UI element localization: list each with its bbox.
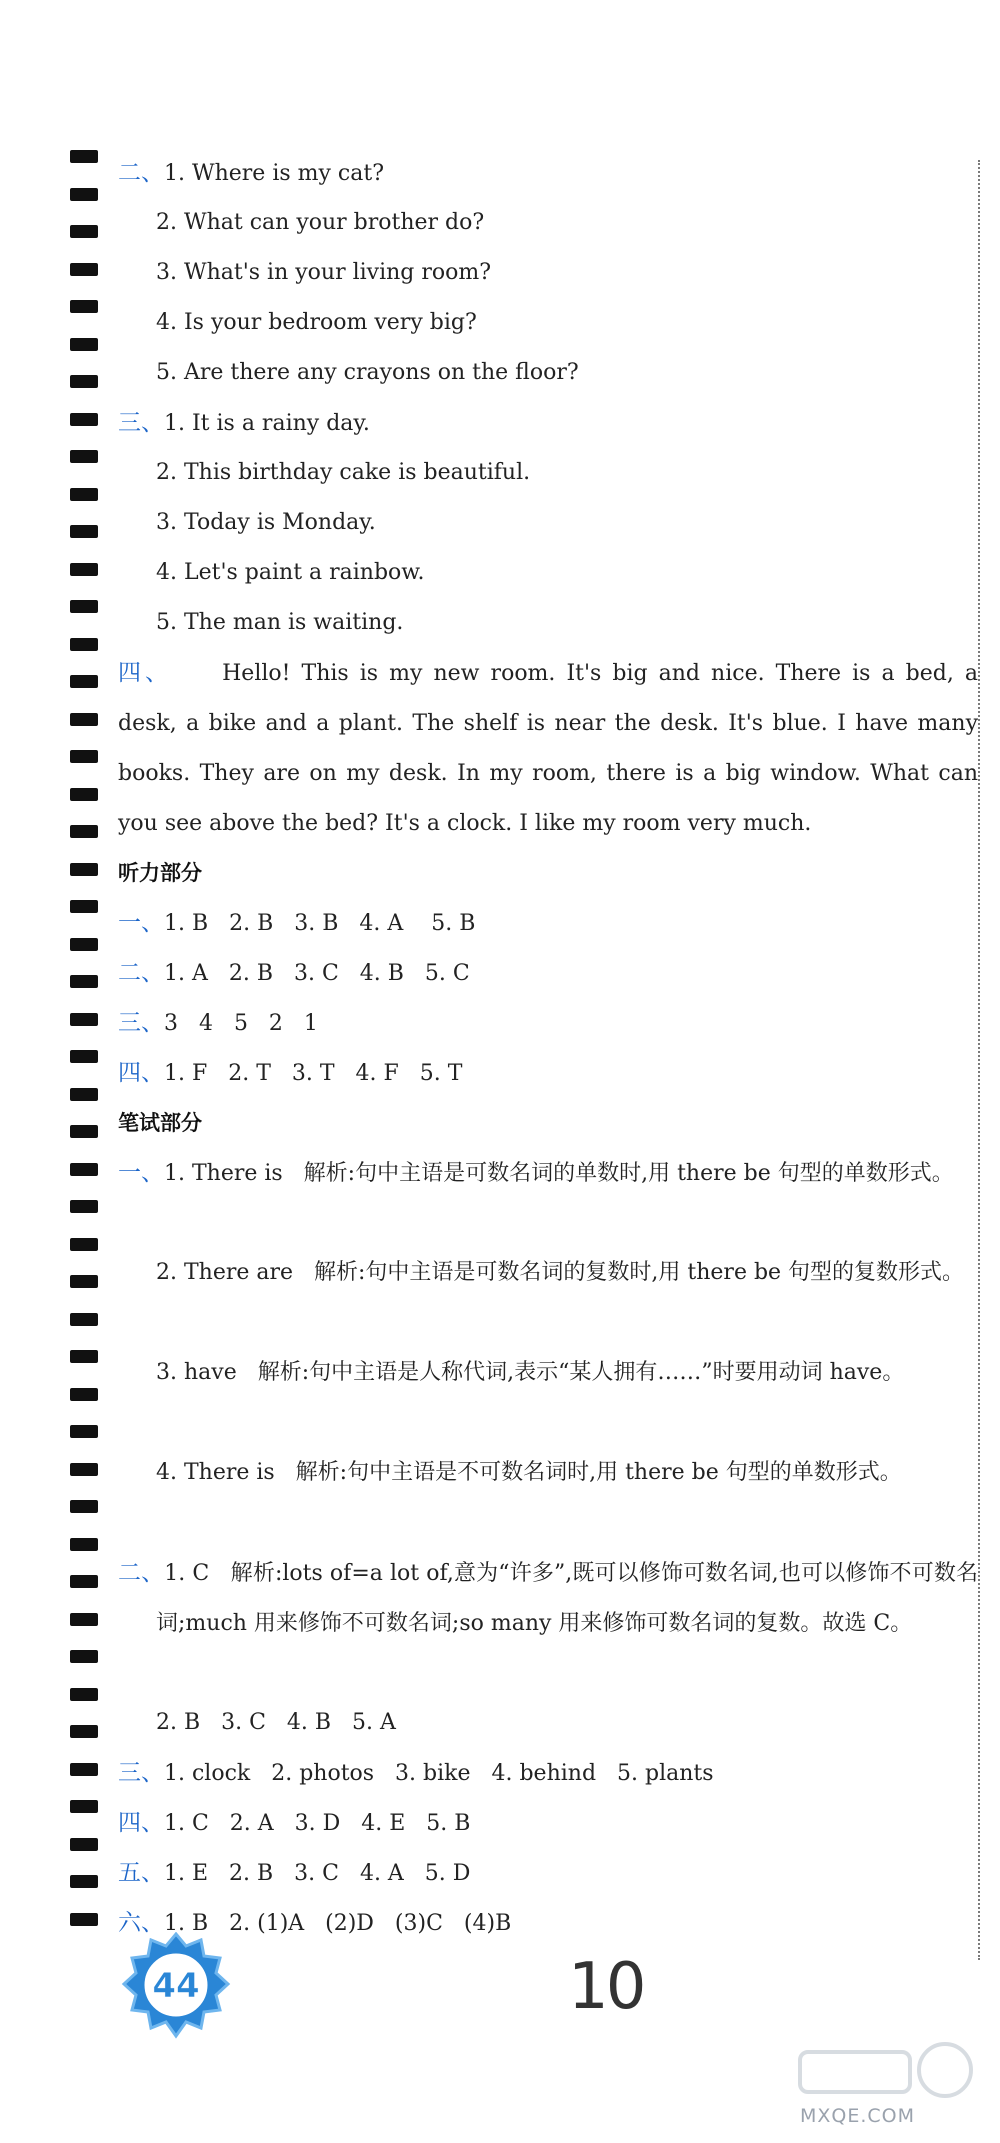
binding-mark [70, 825, 98, 838]
written-3-text: 1. clock 2. photos 3. bike 4. behind 5. plants [164, 1761, 714, 1786]
section-3-item-2: 2. This birthday cake is beautiful. [156, 460, 531, 485]
binding-mark [70, 150, 98, 163]
binding-mark [70, 263, 98, 276]
written-3-row [118, 1748, 978, 1798]
section-2-item-1-text: 1. Where is my cat? [164, 161, 384, 186]
section-3-item-4: 4. Let's paint a rainbow. [156, 560, 425, 585]
written-1-item-4 [118, 1448, 978, 1548]
cut-line [978, 160, 980, 1960]
binding-mark [70, 1125, 98, 1138]
listening-row-4-prefix: 四、 [118, 1060, 164, 1086]
written-4-row [118, 1798, 978, 1848]
written-1-item-1-text: 1. There is 解析:句中主语是可数名词的单数时,用 there be 句型的单数形式。 [164, 1161, 954, 1186]
answer-content [118, 148, 978, 1948]
section-4-paragraph [118, 648, 978, 848]
written-1-item-2 [118, 1248, 978, 1348]
section-2-prefix: 二、 [118, 160, 164, 186]
written-3-prefix: 三、 [118, 1760, 164, 1786]
binding-mark [70, 375, 98, 388]
section-2-item-5: 5. Are there any crayons on the floor? [156, 360, 579, 385]
binding-mark [70, 1725, 98, 1738]
listening-row-2-prefix: 二、 [118, 960, 164, 986]
binding-mark [70, 1163, 98, 1176]
binding-mark [70, 1088, 98, 1101]
binding-mark [70, 713, 98, 726]
binding-mark [70, 188, 98, 201]
binding-mark [70, 675, 98, 688]
watermark-circle-icon [919, 2044, 971, 2096]
listening-row-1-text: 1. B 2. B 3. B 4. A 5. B [164, 911, 476, 936]
binding-mark [70, 863, 98, 876]
listening-row-2-text: 1. A 2. B 3. C 4. B 5. C [164, 961, 470, 986]
section-4-prefix: 四、 [118, 660, 173, 686]
listening-row-2 [118, 948, 978, 998]
written-1-item-3 [118, 1348, 978, 1448]
listening-row-1-prefix: 一、 [118, 910, 164, 936]
binding-mark [70, 1425, 98, 1438]
binding-mark [70, 1650, 98, 1663]
binding-mark [70, 1613, 98, 1626]
binding-mark [70, 1838, 98, 1851]
binding-mark [70, 938, 98, 951]
binding-mark [70, 1800, 98, 1813]
written-4-text: 1. C 2. A 3. D 4. E 5. B [164, 1811, 471, 1836]
written-4-prefix: 四、 [118, 1810, 164, 1836]
written-1-item-4-text: 4. There is 解析:句中主语是不可数名词时,用 there be 句型的单数形式。 [156, 1460, 902, 1485]
section-3-item-5: 5. The man is waiting. [156, 610, 404, 635]
listening-row-3 [118, 998, 978, 1048]
binding-mark [70, 1913, 98, 1926]
written-1-prefix: 一、 [118, 1160, 164, 1186]
written-heading: 笔试部分 [118, 1111, 202, 1135]
binding-mark [70, 1463, 98, 1476]
written-5-text: 1. E 2. B 3. C 4. A 5. D [164, 1861, 471, 1886]
section-3-item-1-text: 1. It is a rainy day. [164, 411, 370, 436]
section-3-prefix: 三、 [118, 410, 164, 436]
binding-mark [70, 788, 98, 801]
binding-mark [70, 525, 98, 538]
binding-strip [70, 150, 98, 1970]
section-2-item-1 [118, 148, 978, 198]
binding-mark [70, 338, 98, 351]
section-4-paragraph-body [118, 648, 978, 849]
binding-mark [70, 1238, 98, 1251]
binding-mark [70, 1763, 98, 1776]
written-6-row [118, 1898, 978, 1948]
binding-mark [70, 1200, 98, 1213]
written-1-item-1 [118, 1148, 978, 1248]
binding-mark [70, 1013, 98, 1026]
watermark-text: MXQE.COM [800, 2105, 916, 2127]
written-2-item-1 [118, 1548, 978, 1698]
section-3-item-1 [118, 398, 978, 448]
binding-mark [70, 1875, 98, 1888]
binding-mark [70, 225, 98, 238]
listening-row-3-prefix: 三、 [118, 1010, 164, 1036]
section-2-item-2: 2. What can your brother do? [156, 210, 485, 235]
binding-mark [70, 1388, 98, 1401]
written-1-item-3-text: 3. have 解析:句中主语是人称代词,表示“某人拥有……”时要用动词 have。 [156, 1360, 905, 1385]
binding-mark [70, 1313, 98, 1326]
section-3-item-3: 3. Today is Monday. [156, 510, 376, 535]
written-2-prefix: 二、 [118, 1560, 165, 1586]
binding-mark [70, 638, 98, 651]
written-1-item-2-text: 2. There are 解析:句中主语是可数名词的复数时,用 there be 句型的复数形式。 [156, 1260, 965, 1285]
binding-mark [70, 488, 98, 501]
watermark-box-icon [800, 2052, 910, 2092]
section-2-item-4: 4. Is your bedroom very big? [156, 310, 477, 335]
binding-mark [70, 1500, 98, 1513]
binding-mark [70, 1275, 98, 1288]
binding-mark [70, 900, 98, 913]
binding-mark [70, 975, 98, 988]
listening-row-1 [118, 898, 978, 948]
listening-row-3-text: 3 4 5 2 1 [164, 1011, 318, 1036]
binding-mark [70, 600, 98, 613]
section-4-text: Hello! This is my new room. It's big and nice. There is a bed, a desk, a bike and a plant. The shelf is near the desk. It's blue. I have many books. They are on my desk. In my room, there is a big window. What can you see above the bed? It's a clock. I like my room very much. [118, 661, 978, 836]
binding-mark [70, 1538, 98, 1551]
written-2-item-1-text: 1. C 解析:lots of=a lot of,意为“许多”,既可以修饰可数名词,也可以修饰不可数名词;much 用来修饰不可数名词;so many 用来修饰可数名词的复数。故选 C。 [156, 1561, 978, 1636]
binding-mark [70, 450, 98, 463]
listening-row-4-text: 1. F 2. T 3. T 4. F 5. T [164, 1061, 463, 1086]
binding-mark [70, 300, 98, 313]
page-number-badge [120, 1932, 232, 2044]
written-2-item-1-body [118, 1548, 978, 1649]
binding-mark [70, 1050, 98, 1063]
written-2-rest: 2. B 3. C 4. B 5. A [156, 1710, 396, 1735]
handwritten-note: 10 [568, 1950, 644, 2024]
binding-mark [70, 563, 98, 576]
written-5-row [118, 1848, 978, 1898]
page-number: 44 [152, 1966, 200, 2006]
written-6-prefix: 六、 [118, 1910, 164, 1936]
listening-row-4 [118, 1048, 978, 1098]
binding-mark [70, 1688, 98, 1701]
binding-mark [70, 1575, 98, 1588]
written-6-text: 1. B 2. (1)A (2)D (3)C (4)B [164, 1911, 512, 1936]
written-1-item-1-body [118, 1148, 978, 1199]
written-5-prefix: 五、 [118, 1860, 164, 1886]
binding-mark [70, 1350, 98, 1363]
section-2-item-3: 3. What's in your living room? [156, 260, 492, 285]
listening-heading: 听力部分 [118, 861, 202, 885]
binding-mark [70, 413, 98, 426]
binding-mark [70, 750, 98, 763]
